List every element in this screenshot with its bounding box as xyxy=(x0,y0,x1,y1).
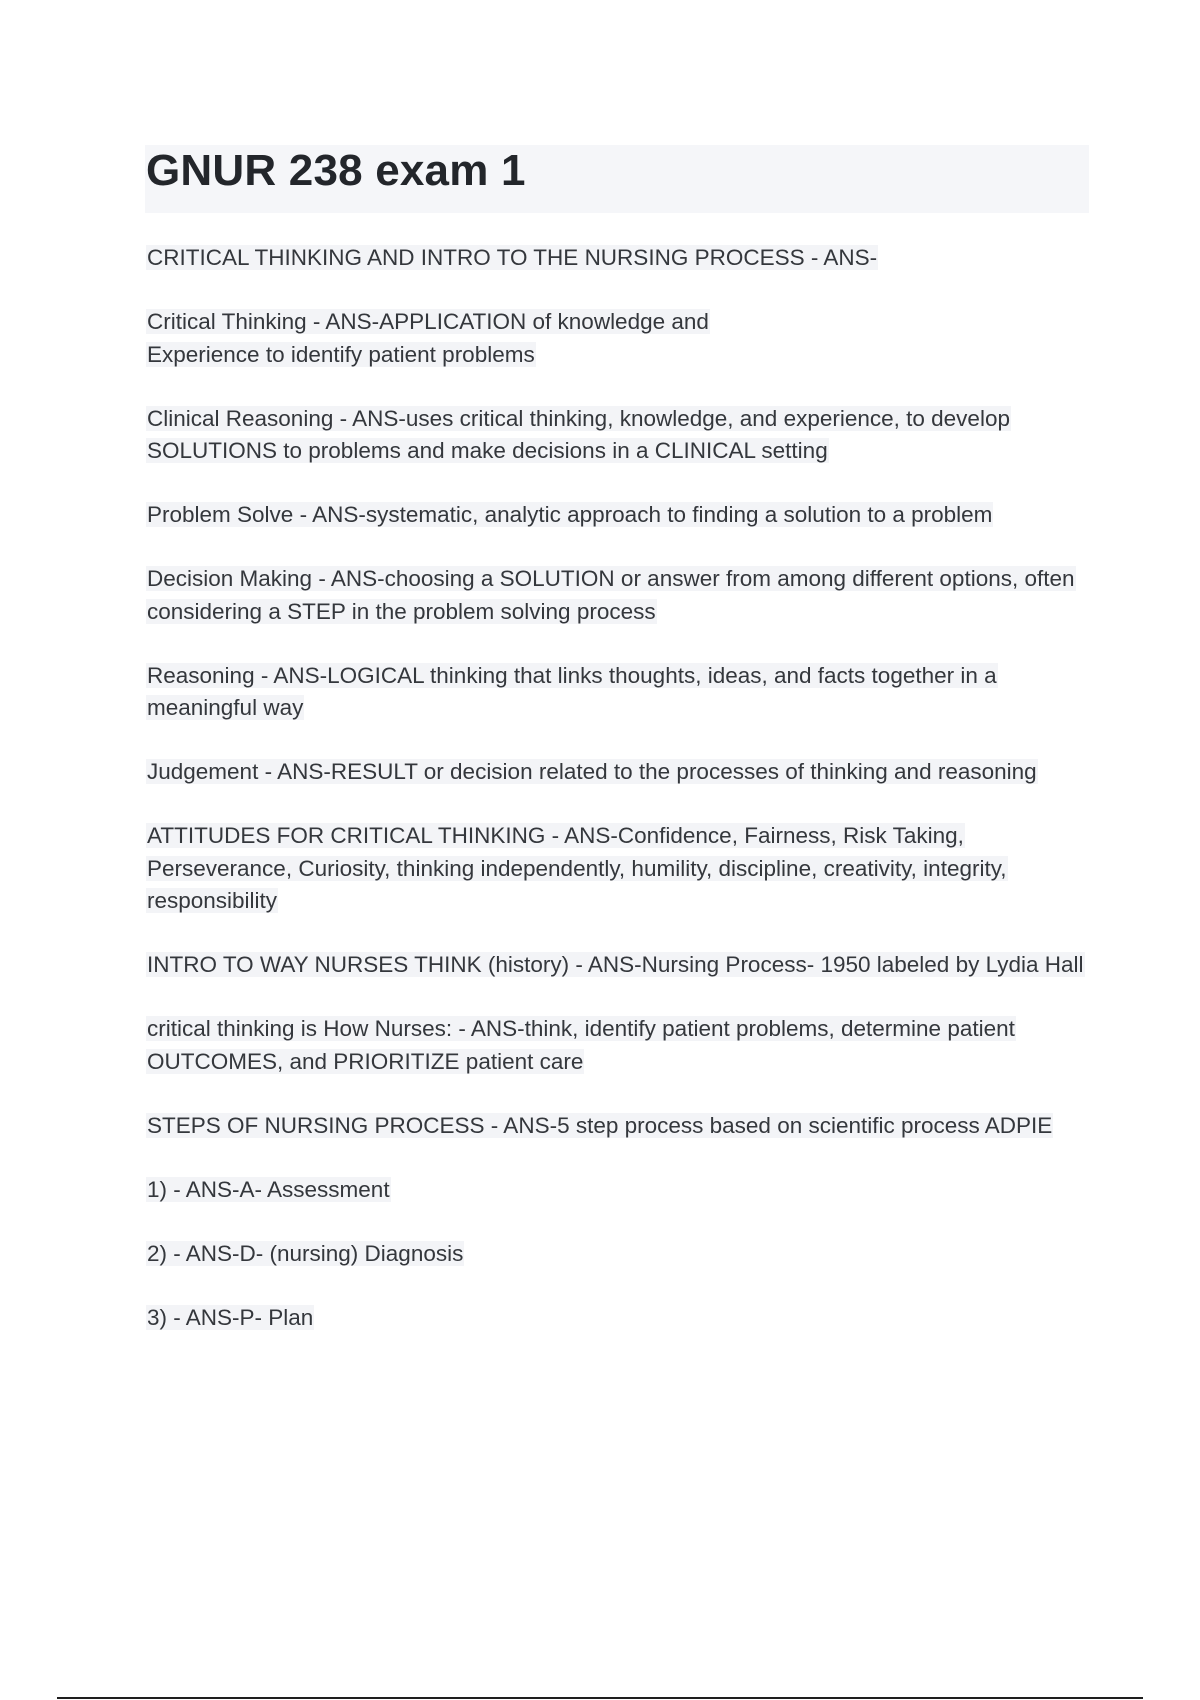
entry-text: INTRO TO WAY NURSES THINK (history) - ANS-Nursing Process- 1950 labeled by Lydia Hall xyxy=(147,952,1084,977)
entry-reasoning xyxy=(146,660,1096,725)
entry-how-nurses xyxy=(146,1013,1096,1078)
entry-attitudes xyxy=(146,820,1096,918)
entry-text: Clinical Reasoning - ANS-uses critical thinking, knowledge, and experience, to develop SOLUTIONS to problems and make decisions in a CLINICAL setting xyxy=(147,405,1010,463)
entry-problem-solve xyxy=(146,499,1096,532)
entry-step-3 xyxy=(146,1302,1096,1335)
entry-text: CRITICAL THINKING AND INTRO TO THE NURSING PROCESS - ANS- xyxy=(147,245,878,270)
document-body xyxy=(146,242,1096,1366)
entry-text: ATTITUDES FOR CRITICAL THINKING - ANS-Confidence, Fairness, Risk Taking, Perseverance, Curiosity, thinking independently, humility, discipline, creativity, integrity, responsibility xyxy=(147,823,1007,913)
entry-text: 2) - ANS-D- (nursing) Diagnosis xyxy=(147,1240,464,1266)
entry-step-1 xyxy=(146,1174,1096,1207)
entry-decision-making xyxy=(146,563,1096,628)
entry-text: 3) - ANS-P- Plan xyxy=(147,1304,314,1330)
section-heading-critical-thinking xyxy=(146,242,1096,275)
document-title: GNUR 238 exam 1 xyxy=(146,146,526,195)
entry-text: Critical Thinking - ANS-APPLICATION of knowledge and Experience to identify patient problems xyxy=(147,309,709,367)
entry-text: critical thinking is How Nurses: - ANS-think, identify patient problems, determine patient OUTCOMES, and PRIORITIZE patient care xyxy=(147,1016,1015,1074)
entry-intro-way-nurses-think xyxy=(146,949,1096,982)
entry-judgement xyxy=(146,756,1096,789)
entry-text: STEPS OF NURSING PROCESS - ANS-5 step process based on scientific process ADPIE xyxy=(147,1112,1053,1138)
entry-text: Reasoning - ANS-LOGICAL thinking that links thoughts, ideas, and facts together in a meaningful way xyxy=(147,662,997,720)
entry-text: 1) - ANS-A- Assessment xyxy=(147,1176,390,1202)
entry-step-2 xyxy=(146,1238,1096,1271)
entry-text: Judgement - ANS-RESULT or decision related to the processes of thinking and reasoning xyxy=(147,759,1037,784)
entry-clinical-reasoning xyxy=(146,403,1096,468)
entry-text: Problem Solve - ANS-systematic, analytic approach to finding a solution to a problem xyxy=(147,502,993,527)
entry-steps-nursing-process xyxy=(146,1110,1096,1143)
entry-critical-thinking xyxy=(146,306,1096,371)
entry-text: Decision Making - ANS-choosing a SOLUTION or answer from among different options, often considering a STEP in the problem solving process xyxy=(147,566,1075,624)
footer-divider xyxy=(57,1697,1143,1699)
